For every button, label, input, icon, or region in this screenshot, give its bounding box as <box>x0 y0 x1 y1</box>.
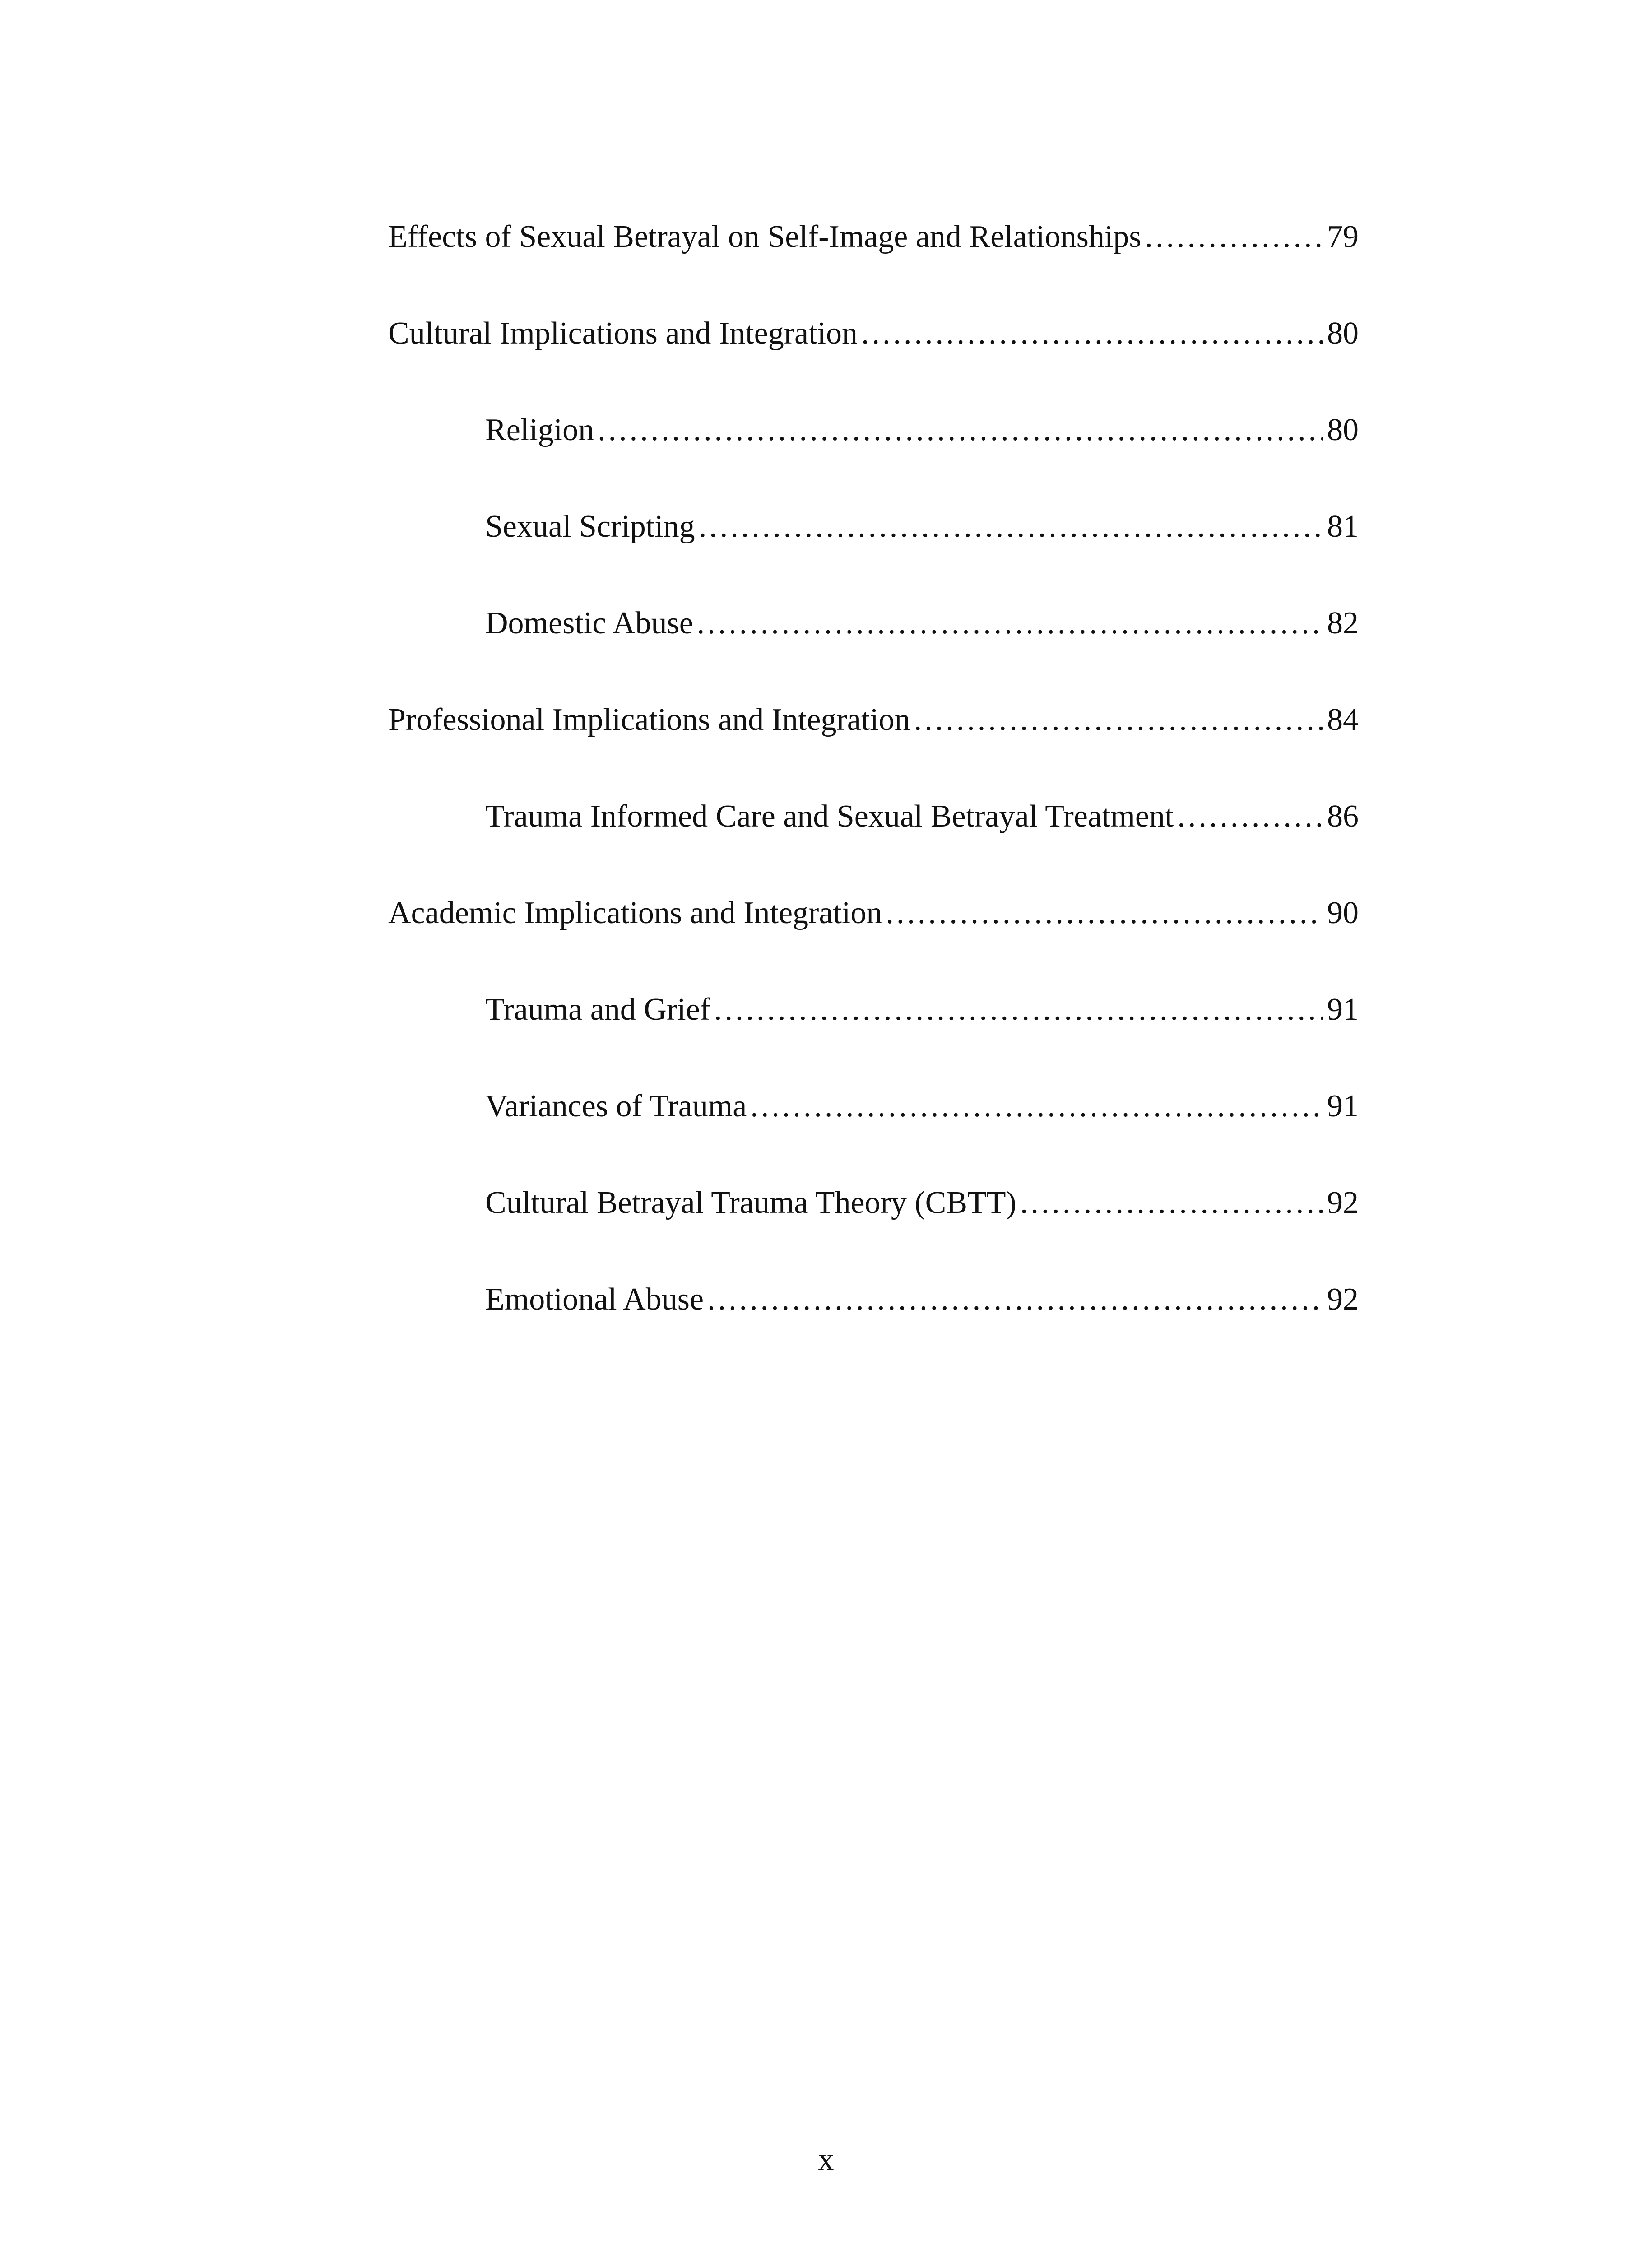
toc-entry-emotional-abuse <box>388 1257 1359 1353</box>
toc-entry-title: Religion <box>485 413 594 447</box>
toc-entry-title: Trauma and Grief <box>485 992 710 1027</box>
toc-dot-leader <box>1177 796 1323 837</box>
toc-entry-page: 91 <box>1327 992 1359 1027</box>
toc-entry-page: 92 <box>1327 1282 1359 1317</box>
toc-entry-effects-of-sexual-betrayal <box>388 194 1359 291</box>
toc-entry-title: Cultural Implications and Integration <box>388 316 858 351</box>
toc-dot-leader <box>914 700 1323 740</box>
toc-dot-leader <box>714 989 1323 1030</box>
toc-dot-leader <box>707 1279 1323 1320</box>
toc-entry-page: 79 <box>1327 219 1359 254</box>
toc-dot-leader <box>1020 1183 1323 1223</box>
toc-entry-page: 80 <box>1327 413 1359 447</box>
toc-dot-leader <box>699 506 1323 547</box>
toc-dot-leader <box>886 893 1323 933</box>
toc-entry-title: Professional Implications and Integration <box>388 702 910 737</box>
toc-entry-professional-implications <box>388 677 1359 774</box>
toc-dot-leader <box>697 603 1323 644</box>
toc-entry-trauma-and-grief <box>388 967 1359 1063</box>
toc-entry-title: Effects of Sexual Betrayal on Self-Image and Relationships <box>388 219 1142 254</box>
toc-entry-page: 86 <box>1327 799 1359 834</box>
toc-entry-page: 82 <box>1327 606 1359 641</box>
toc-entry-cultural-implications <box>388 291 1359 387</box>
toc-entry-variances-of-trauma <box>388 1063 1359 1160</box>
toc-entry-title: Domestic Abuse <box>485 606 693 641</box>
toc-entry-religion <box>388 387 1359 484</box>
toc-entry-sexual-scripting <box>388 484 1359 581</box>
toc-entry-page: 81 <box>1327 509 1359 544</box>
toc-entry-title: Academic Implications and Integration <box>388 896 882 930</box>
toc-entry-page: 84 <box>1327 702 1359 737</box>
toc-entry-academic-implications <box>388 870 1359 967</box>
toc-entry-title: Emotional Abuse <box>485 1282 704 1317</box>
page-number: x <box>818 2142 834 2177</box>
toc-dot-leader <box>750 1086 1323 1127</box>
toc-entry-title: Trauma Informed Care and Sexual Betrayal Treatment <box>485 799 1174 834</box>
toc-dot-leader <box>861 313 1323 354</box>
toc-entry-page: 80 <box>1327 316 1359 351</box>
toc-entry-page: 90 <box>1327 896 1359 930</box>
toc-entry-title: Variances of Trauma <box>485 1089 747 1124</box>
toc-dot-leader <box>1145 217 1323 257</box>
toc-dot-leader <box>598 410 1323 450</box>
toc-entry-domestic-abuse <box>388 581 1359 677</box>
table-of-contents <box>388 194 1359 1353</box>
toc-entry-trauma-informed-care <box>388 774 1359 870</box>
toc-entry-title: Sexual Scripting <box>485 509 695 544</box>
toc-entry-title: Cultural Betrayal Trauma Theory (CBTT) <box>485 1185 1016 1220</box>
toc-entry-page: 91 <box>1327 1089 1359 1124</box>
toc-entry-cultural-betrayal-trauma-theory <box>388 1160 1359 1257</box>
toc-entry-page: 92 <box>1327 1185 1359 1220</box>
